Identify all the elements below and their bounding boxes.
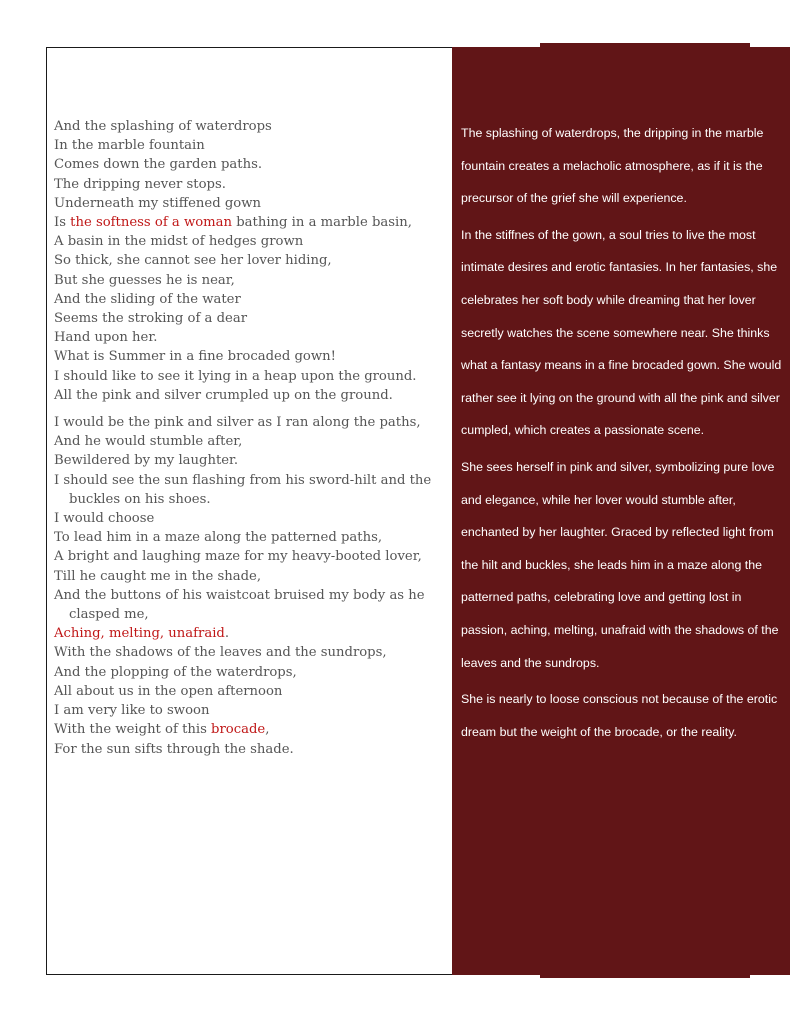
poem-line <box>54 175 446 194</box>
poem-text: I am very like to swoon <box>54 703 210 719</box>
poem-text: With the weight of this <box>54 722 212 738</box>
highlighted-phrase: Aching, melting, unafraid <box>54 626 225 642</box>
poem-text: I would choose <box>54 511 155 527</box>
poem-text: A basin in the midst of hedges grown <box>54 234 304 250</box>
poem-text: And the buttons of his waistcoat bruised my body as he clasped me, <box>54 587 425 623</box>
poem-text: All the pink and silver crumpled up on the ground. <box>54 387 393 403</box>
commentary-paragraph: She sees herself in pink and silver, symbolizing pure love and elegance, while her lover would stumble after, enchanted by her laughter. Graced by reflected light from the hilt and buckles, she leads him in a maze along the patterned paths, celebrating love and getting lost in passion, aching, melting, unafraid with the shadows of the leaves and the sundrops. <box>461 459 779 670</box>
poem-line <box>54 451 446 470</box>
poem-line <box>54 528 446 547</box>
highlighted-phrase: brocade <box>211 722 266 738</box>
poem-text: To lead him in a maze along the patterned paths, <box>54 530 383 546</box>
poem-line <box>54 547 446 566</box>
poem-text: And he would stumble after, <box>54 434 243 450</box>
poem-text: And the sliding of the water <box>54 291 241 307</box>
commentary-paragraph: The splashing of waterdrops, the dripping in the marble fountain creates a melacholic atmosphere, as if it is the precursor of the grief she will experience. <box>461 126 764 206</box>
commentary <box>461 117 783 752</box>
poem-line <box>54 432 446 451</box>
poem-text: So thick, she cannot see her lover hiding, <box>54 253 332 269</box>
poem-line <box>54 117 446 136</box>
commentary-paragraph: In the stiffnes of the gown, a soul tries to live the most intimate desires and erotic fantasies. In her fantasies, she celebrates her soft body while dreaming that her lover secretly watches the scene somewhere near. She thinks what a fantasy means in a fine brocaded gown. She would rather see it lying on the ground with all the pink and silver cumpled, which creates a passionate scene. <box>461 227 782 438</box>
poem-text: Seems the stroking of a dear <box>54 311 248 327</box>
poem-text: For the sun sifts through the shade. <box>54 741 294 757</box>
poem-line <box>54 682 446 701</box>
commentary-paragraph: She is nearly to loose conscious not because of the erotic dream but the weight of the brocade, or the reality. <box>461 692 778 739</box>
poem-text: I would be the pink and silver as I ran along the paths, <box>54 415 421 431</box>
poem-line <box>54 509 446 528</box>
poem-line <box>54 471 446 509</box>
poem-text: But she guesses he is near, <box>54 272 235 288</box>
poem-text: Is <box>54 215 71 231</box>
poem-text: And the splashing of waterdrops <box>54 119 272 134</box>
poem-text: With the shadows of the leaves and the sundrops, <box>54 645 387 661</box>
poem-text: What is Summer in a fine brocaded gown! <box>54 349 336 365</box>
poem-line <box>54 567 446 586</box>
poem-line <box>54 347 446 366</box>
poem-text: I should like to see it lying in a heap upon the ground. <box>54 368 417 384</box>
poem-line <box>54 155 446 174</box>
poem-text: Underneath my stiffened gown <box>54 195 262 211</box>
poem-line <box>54 740 446 759</box>
commentary-panel-bottom-edge <box>540 974 750 978</box>
poem-line <box>54 701 446 720</box>
poem-line <box>54 367 446 386</box>
poem-line <box>54 624 446 643</box>
poem-line <box>54 386 446 405</box>
poem-line <box>54 643 446 662</box>
poem-line <box>54 328 446 347</box>
poem-text: A bright and laughing maze for my heavy-booted lover, <box>54 549 422 565</box>
poem-text: , <box>265 722 270 738</box>
poem-line <box>54 720 446 739</box>
poem-text: The dripping never stops. <box>54 176 226 192</box>
poem-line <box>54 663 446 682</box>
poem-stanza-2 <box>54 413 446 759</box>
commentary-panel-top-edge <box>540 43 750 48</box>
poem-text: I should see the sun flashing from his sword-hilt and the buckles on his shoes. <box>54 472 432 507</box>
poem-line <box>54 213 446 232</box>
poem-line <box>54 232 446 251</box>
poem-line <box>54 194 446 213</box>
highlighted-phrase: the softness of a woman <box>70 215 233 231</box>
poem-line <box>54 251 446 270</box>
poem-line <box>54 413 446 432</box>
poem-text: And the plopping of the waterdrops, <box>54 664 297 680</box>
poem-line <box>54 271 446 290</box>
poem-text: Comes down the garden paths. <box>54 157 263 173</box>
poem-line <box>54 290 446 309</box>
poem-stanza-1 <box>54 117 446 405</box>
poem-text: All about us in the open afternoon <box>54 683 283 699</box>
poem-text: Hand upon her. <box>54 330 158 346</box>
poem-text: bathing in a marble basin, <box>232 215 412 231</box>
poem-line <box>54 586 446 624</box>
poem <box>54 117 446 759</box>
poem-text: In the marble fountain <box>54 138 205 154</box>
poem-text: Till he caught me in the shade, <box>54 568 262 584</box>
poem-text: Bewildered by my laughter. <box>54 453 239 469</box>
poem-text: . <box>224 626 230 642</box>
poem-line <box>54 136 446 155</box>
poem-line <box>54 309 446 328</box>
